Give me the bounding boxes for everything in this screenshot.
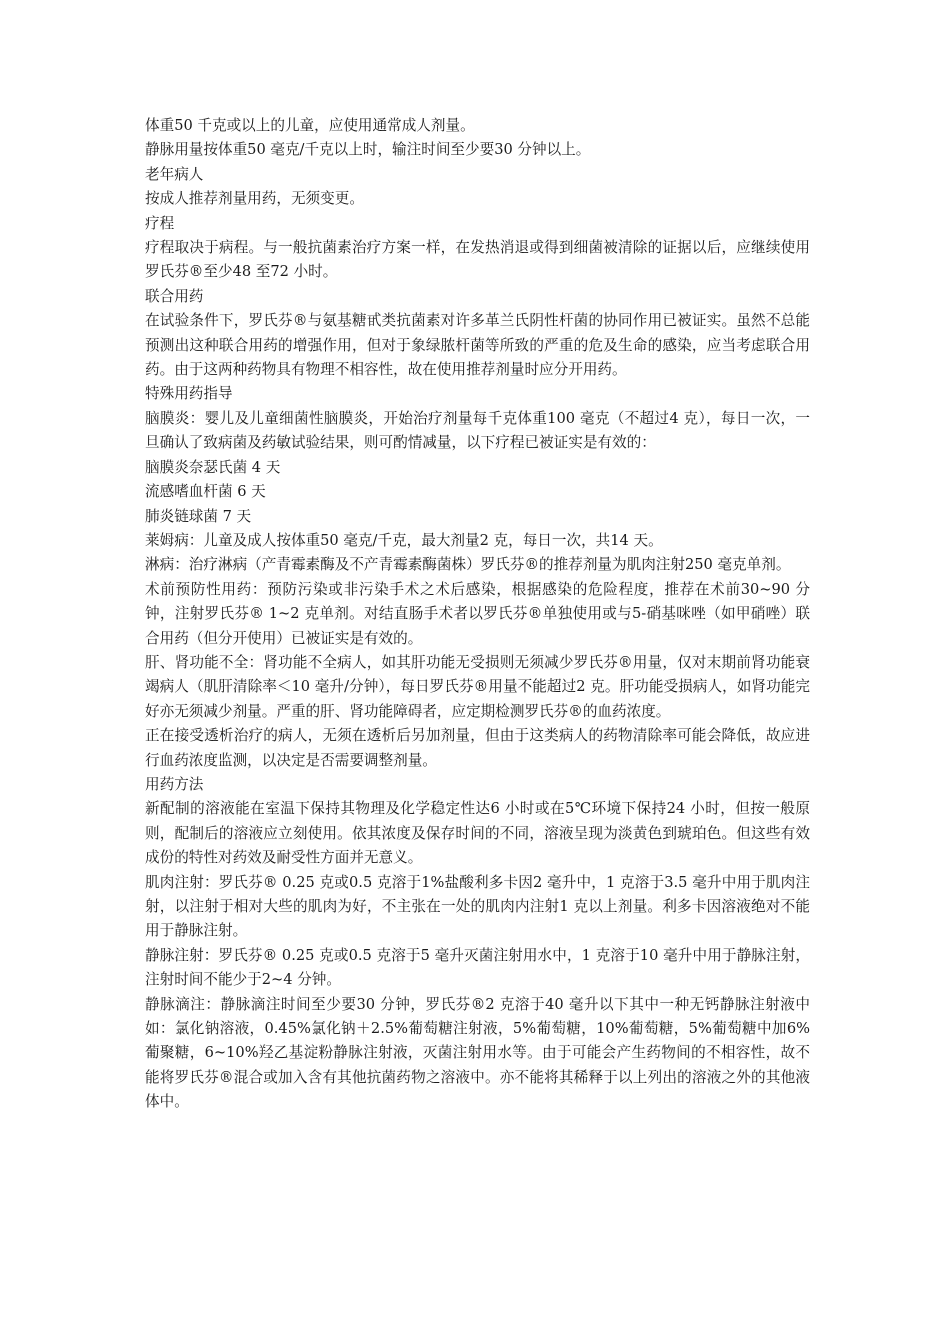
paragraph-iv-infusion-time: 静脉用量按体重50 毫克/千克以上时，输注时间至少要30 分钟以上。 [145,141,591,159]
paragraph-preoperative-prophylaxis: 术前预防性用药：预防污染或非污染手术之术后感染，根据感染的危险程度，推荐在术前30~90 分钟，注射罗氏芬® 1~2 克单剂。对结直肠手术者以罗氏芬®单独使用或与5-硝基咪唑（如甲硝唑）联合用药（但分开使用）已被证实是有效的。 [145,580,810,647]
paragraph-elderly-dose: 按成人推荐剂量用药，无须变更。 [145,190,364,208]
paragraph-meningitis: 脑膜炎：婴儿及儿童细菌性脑膜炎，开始治疗剂量每千克体重100 毫克（不超过4 克），每日一次，一旦确认了致病菌及药敏试验结果，则可酌情减量，以下疗程已被证实是有效的： [145,409,810,452]
document-page [145,114,810,1115]
paragraph-treatment-course: 疗程取决于病程。与一般抗菌素治疗方案一样，在发热消退或得到细菌被清除的证据以后，应继续使用罗氏芬®至少48 至72 小时。 [145,239,810,281]
heading-special-guidance: 特殊用药指导 [145,385,233,403]
list-item-haemophilus: 流感嗜血杆菌 6 天 [145,483,266,501]
paragraph-combination-therapy: 在试验条件下，罗氏芬®与氨基糖甙类抗菌素对许多革兰氏阴性杆菌的协同作用已被证实。虽然不总能预测出这种联合用药的增强作用，但对于象绿脓杆菌等所致的严重的危及生命的感染，应当考虑联合用药。由于这两种药物具有物理不相容性，故在使用推荐剂量时应分开用药。 [145,312,810,379]
paragraph-lyme-disease: 莱姆病：儿童及成人按体重50 毫克/千克，最大剂量2 克，每日一次，共14 天。 [145,531,663,549]
paragraph-child-adult-dose: 体重50 千克或以上的儿童，应使用通常成人剂量。 [145,117,475,134]
heading-administration: 用药方法 [145,775,204,793]
paragraph-iv-injection: 静脉注射：罗氏芬® 0.25 克或0.5 克溶于5 毫升灭菌注射用水中，1 克溶于10 毫升中用于静脉注射，注射时间不能少于2~4 分钟。 [145,946,810,989]
paragraph-solution-stability: 新配制的溶液能在室温下保持其物理及化学稳定性达6 小时或在5℃环境下保持24 小时，但按一般原则，配制后的溶液应立刻使用。依其浓度及保存时间的不同，溶液呈现为淡黄色到琥珀色。但这些有效成份的特性对药效及耐受性方面并无意义。 [145,800,810,867]
paragraph-im-injection: 肌肉注射：罗氏芬® 0.25 克或0.5 克溶于1%盐酸利多卡因2 毫升中，1 克溶于3.5 毫升中用于肌肉注射，以注射于相对大些的肌肉为好，不主张在一处的肌肉内注射1 克以上剂量。利多卡因溶液绝对不能用于静脉注射。 [145,873,810,940]
paragraph-iv-infusion: 静脉滴注：静脉滴注时间至少要30 分钟，罗氏芬®2 克溶于40 毫升以下其中一种无钙静脉注射液中如：氯化钠溶液，0.45%氯化钠＋2.5%葡萄糖注射液，5%葡萄糖，10%葡萄糖，5%葡萄糖中加6%葡聚糖，6~10%羟乙基淀粉静脉注射液，灭菌注射用水等。由于可能会产生药物间的不相容性，故不能将罗氏芬®混合或加入含有其他抗菌药物之溶液中。亦不能将其稀释于以上列出的溶液之外的其他液体中。 [145,995,810,1111]
paragraph-hepatic-renal-impairment: 肝、肾功能不全：肾功能不全病人，如其肝功能无受损则无须减少罗氏芬®用量，仅对末期前肾功能衰竭病人（肌肝清除率＜10 毫升/分钟），每日罗氏芬®用量不能超过2 克。肝功能受损病人，如肾功能完好亦无须减少剂量。严重的肝、肾功能障碍者，应定期检测罗氏芬®的血药浓度。 [145,653,810,720]
heading-elderly-patients: 老年病人 [145,165,204,183]
heading-treatment-course: 疗程 [145,214,175,232]
list-item-neisseria: 脑膜炎奈瑟氏菌 4 天 [145,458,281,476]
heading-combination-therapy: 联合用药 [145,287,204,305]
paragraph-gonorrhea: 淋病：治疗淋病（产青霉素酶及不产青霉素酶菌株）罗氏芬®的推荐剂量为肌肉注射250 毫克单剂。 [145,556,791,574]
paragraph-dialysis: 正在接受透析治疗的病人，无须在透析后另加剂量，但由于这类病人的药物清除率可能会降低，故应进行血药浓度监测，以决定是否需要调整剂量。 [145,727,810,769]
list-item-pneumococcus: 肺炎链球菌 7 天 [145,507,252,525]
